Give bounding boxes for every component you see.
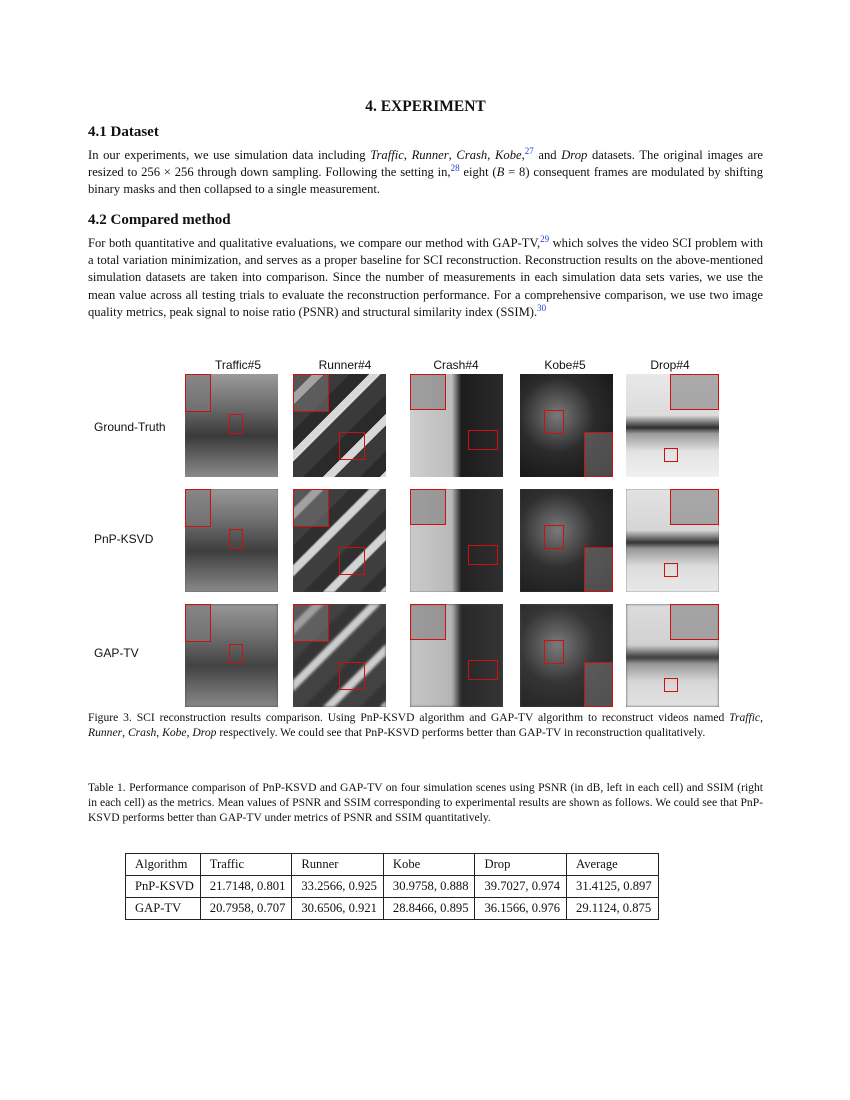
thumbnail-gap-tv-crash xyxy=(410,604,503,707)
table-cell: 29.1124, 0.875 xyxy=(567,898,659,920)
table-header-row xyxy=(126,854,659,876)
zoom-inset xyxy=(670,374,719,410)
table-cell: 20.7958, 0.707 xyxy=(200,898,292,920)
zoom-region-marker xyxy=(468,660,498,680)
citation-27[interactable]: 27 xyxy=(524,145,534,156)
zoom-region-marker xyxy=(339,662,365,690)
table-cell: 30.9758, 0.888 xyxy=(383,876,475,898)
zoom-inset xyxy=(293,604,329,642)
thumbnail-pnp-ksvd-runner xyxy=(293,489,386,592)
zoom-region-marker xyxy=(544,525,564,549)
zoom-inset xyxy=(584,662,613,707)
thumbnail-pnp-ksvd-traffic xyxy=(185,489,278,592)
zoom-inset xyxy=(670,489,719,525)
col-head-crash: Crash#4 xyxy=(433,358,479,372)
row-label-ground-truth: Ground-Truth xyxy=(94,420,166,434)
thumbnail-ground-truth-traffic xyxy=(185,374,278,477)
zoom-region-marker xyxy=(664,563,678,577)
figure-caption: Figure 3. SCI reconstruction results comparison. Using PnP-KSVD algorithm and GAP-TV algorithm to reconstruct videos named Traffic, Runner, Crash, Kobe, Drop respectively. We could see that PnP-KSVD performs better than GAP-TV in reconstruction qualitatively. xyxy=(88,711,763,739)
citation-30[interactable]: 30 xyxy=(537,302,547,313)
table-cell: 21.7148, 0.801 xyxy=(200,876,292,898)
zoom-region-marker xyxy=(664,448,678,462)
dataset-paragraph: In our experiments, we use simulation data including Traffic, Runner, Crash, Kobe,$^{27}$ and Drop datasets. The original images are resized to 256 × 256 through down sampling. Following the setting in,$^{28}$ eight (B = 8) consequent frames are modulated by shifting binary masks and then collapsed to a single measurement. xyxy=(88,145,764,197)
thumbnail-pnp-ksvd-kobe xyxy=(520,489,613,592)
thumbnail-ground-truth-runner xyxy=(293,374,386,477)
section-title: 4. EXPERIMENT xyxy=(365,98,486,115)
thumbnail-ground-truth-drop xyxy=(626,374,719,477)
header-cell: Drop xyxy=(475,854,567,876)
zoom-inset xyxy=(185,604,211,642)
thumbnail-gap-tv-runner xyxy=(293,604,386,707)
zoom-region-marker xyxy=(544,410,564,434)
col-head-kobe: Kobe#5 xyxy=(544,358,586,372)
zoom-region-marker xyxy=(229,644,243,664)
thumbnail-ground-truth-crash xyxy=(410,374,503,477)
table-cell: 39.7027, 0.974 xyxy=(475,876,567,898)
zoom-inset xyxy=(185,489,211,527)
table-cell: 28.8466, 0.895 xyxy=(383,898,475,920)
zoom-inset xyxy=(185,374,211,412)
thumbnail-gap-tv-drop xyxy=(626,604,719,707)
dataset-heading: 4.1 Dataset xyxy=(88,124,159,140)
thumbnail-pnp-ksvd-crash xyxy=(410,489,503,592)
zoom-inset xyxy=(410,374,446,410)
table-cell: PnP-KSVD xyxy=(126,876,201,898)
col-head-runner: Runner#4 xyxy=(318,358,372,372)
compared-paragraph: For both quantitative and qualitative evaluations, we compare our method with GAP-TV,$^{29}$ which solves the video SCI problem with a total variation minimization, and serves as a proper baseline for SCI reconstruction. Reconstruction results on the above-mentioned simulation datasets are taken into comparison. Since the number of measurements in each simulation data sets varies, we use the mean value across all testing trials to evaluate the reconstruction performance. For a comprehensive comparison, we use two image quality metrics, peak signal to noise ratio (PSNR) and structural similarity index (SSIM).$^{30}$ xyxy=(88,233,764,319)
zoom-region-marker xyxy=(229,414,243,434)
zoom-inset xyxy=(410,604,446,640)
zoom-inset xyxy=(584,432,613,477)
zoom-region-marker xyxy=(339,547,365,575)
zoom-inset xyxy=(584,547,613,592)
zoom-inset xyxy=(670,604,719,640)
zoom-region-marker xyxy=(468,545,498,565)
figure-3 xyxy=(88,352,763,707)
zoom-inset xyxy=(293,374,329,412)
row-label-gap-tv: GAP-TV xyxy=(94,646,139,660)
zoom-region-marker xyxy=(664,678,678,692)
table-row xyxy=(126,876,659,898)
thumbnail-pnp-ksvd-drop xyxy=(626,489,719,592)
zoom-region-marker xyxy=(468,430,498,450)
zoom-region-marker xyxy=(339,432,365,460)
compared-heading: 4.2 Compared method xyxy=(88,212,231,228)
header-cell: Kobe xyxy=(383,854,475,876)
zoom-inset xyxy=(410,489,446,525)
thumbnail-gap-tv-traffic xyxy=(185,604,278,707)
zoom-region-marker xyxy=(229,529,243,549)
thumbnail-gap-tv-kobe xyxy=(520,604,613,707)
header-cell: Algorithm xyxy=(126,854,201,876)
thumbnail-ground-truth-kobe xyxy=(520,374,613,477)
zoom-region-marker xyxy=(544,640,564,664)
col-head-drop: Drop#4 xyxy=(650,358,690,372)
col-head-traffic: Traffic#5 xyxy=(214,358,262,372)
results-table xyxy=(125,853,659,920)
table-caption: Table 1. Performance comparison of PnP-KSVD and GAP-TV on four simulation scenes using PSNR (in dB, left in each cell) and SSIM (right in each cell) as the metrics. Mean values of PSNR and SSIM corresponding to experimental results are shown as follows. We could see that PnP-KSVD performs better than GAP-TV under metrics of PSNR and SSIM quantitatively. xyxy=(88,781,763,824)
header-cell: Average xyxy=(567,854,659,876)
table-cell: 36.1566, 0.976 xyxy=(475,898,567,920)
table-cell: 30.6506, 0.921 xyxy=(292,898,384,920)
zoom-inset xyxy=(293,489,329,527)
table-cell: 33.2566, 0.925 xyxy=(292,876,384,898)
table-cell: 31.4125, 0.897 xyxy=(567,876,659,898)
header-cell: Runner xyxy=(292,854,384,876)
citation-29[interactable]: 29 xyxy=(540,233,550,244)
header-cell: Traffic xyxy=(200,854,292,876)
citation-28[interactable]: 28 xyxy=(450,163,460,174)
table-row xyxy=(126,898,659,920)
row-label-pnp-ksvd: PnP-KSVD xyxy=(94,532,154,546)
table-cell: GAP-TV xyxy=(126,898,201,920)
